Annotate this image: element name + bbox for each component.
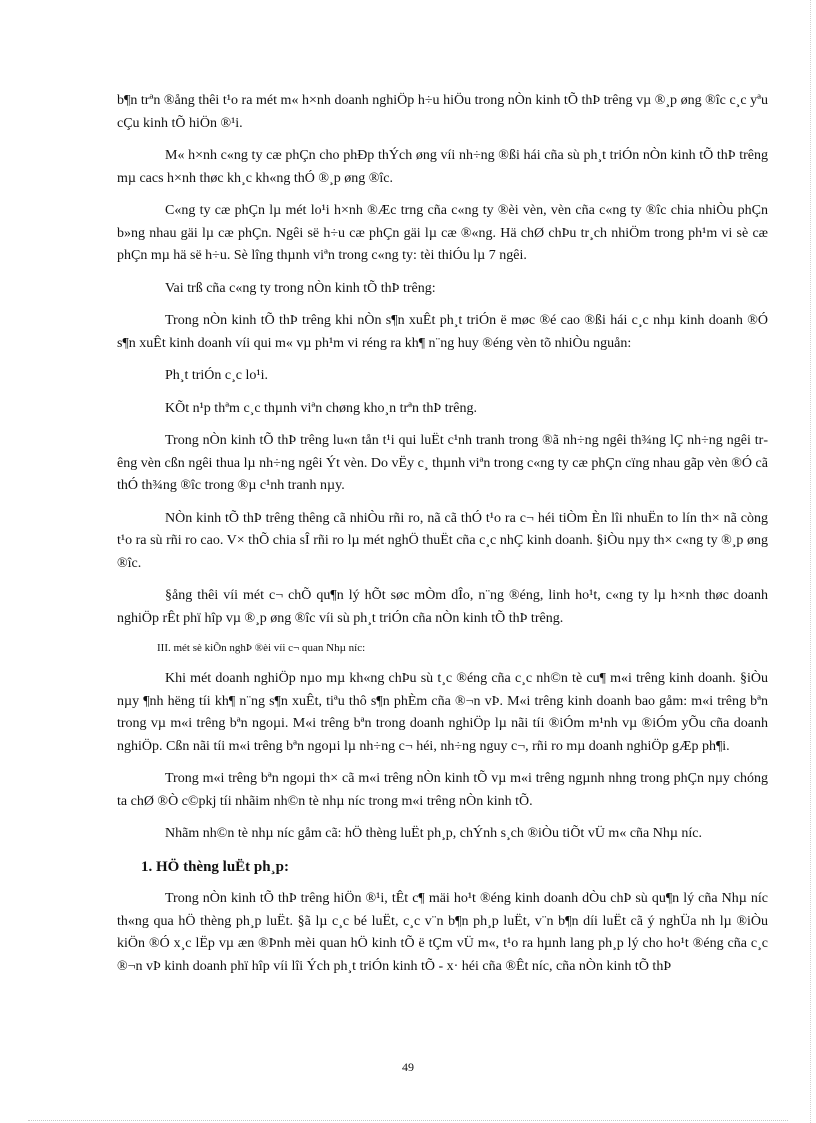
paragraph-intro-continuation: b¶n trªn ®ång thêi t¹o ra mét m« h×nh doanh nghiÖp h÷u hiÖu trong nÒn kinh tÕ thÞ trêng vµ ®¸p øng ®îc c¸c yªu cÇu kinh tÕ hiÖn ®¹i. — [117, 93, 768, 131]
paragraph-business-environment: Khi mét doanh nghiÖp nµo mµ kh«ng chÞu sù t¸c ®éng cña c¸c nh©n tè cu¶ m«i trêng kinh doanh. §iÒu nµy ¶nh hëng tíi kh¶ n¨ng s¶n xuÊt, tiªu thô s¶n phÈm cña ®¬n vÞ. M«i trêng kinh doanh bao gåm: m«i trêng bªn trong vµ m«i trêng bªn ngoµi. M«i trêng bªn trong doanh nghiÖp lµ nãi tíi ®iÓm m¹nh vµ ®iÓm yÕu cña doanh nghiÖp. Cßn nãi tíi m«i trêng bªn ngoµi lµ nh÷ng c¬ héi, nh÷ng nguy c¬, rñi ro mµ doanh nghiÖp gÆp ph¶i. — [117, 671, 768, 754]
paragraph-flexible-management: §ång thêi víi mét c¬ chÕ qu¶n lý hÕt søc mÒm dÎo, n¨ng ®éng, linh ho¹t, c«ng ty lµ h×nh thøc doanh nghiÖp rÊt phï hîp vµ ®¸p øng ®îc víi sù ph¸t triÓn cña nÒn kinh tÕ thÞ trêng. — [117, 588, 768, 626]
paragraph-capital-mobilization: Trong nÒn kinh tÕ thÞ trêng khi nÒn s¶n xuÊt ph¸t triÓn ë møc ®é cao ®ßi hái c¸c nhµ kinh doanh ®Ó s¶n xuÊt kinh doanh víi qui m« vµ ph¹m vi réng ra kh¶ n¨ng huy ®éng vèn tõ nhiÒu nguån: — [117, 313, 768, 351]
paragraph-model-adaptation: M« h×nh c«ng ty cæ phÇn cho phÐp thÝch øng víi nh÷ng ®ßi hái cña sù ph¸t triÓn nÒn kinh tÕ thÞ trêng mµ cacs h×nh thøc kh¸c kh«ng thÓ ®¸p øng ®îc. — [117, 148, 768, 186]
section-heading-recommendations: III. mét sè kiÕn nghÞ ®èi víi c¬ quan Nhµ níc: — [157, 642, 366, 654]
paragraph-admit-members: KÕt n¹p thªm c¸c thµnh viªn chøng kho¸n trªn thÞ trêng. — [165, 400, 477, 416]
paragraph-develop-types: Ph¸t triÓn c¸c lo¹i. — [165, 368, 268, 383]
subsection-heading-legal-system: 1. HÖ thèng luËt ph¸p: — [141, 858, 289, 875]
body-text — [117, 90, 768, 988]
page-number: 49 — [402, 1060, 414, 1074]
paragraph-role-heading: Vai trß cña c«ng ty trong nÒn kinh tÕ thÞ trêng: — [165, 280, 436, 296]
paragraph-competition: Trong nÒn kinh tÕ thÞ trêng lu«n tån t¹i qui luËt c¹nh tranh trong ®ã nh÷ng ngêi th¾ng lÇ nh÷ng ngêi trêng vèn cßn ngêi thua lµ nh÷ng ngêi Ýt vèn. Do vËy c¸ thµnh viªn trong c«ng ty cæ phÇn cïng nhau gãp vèn ®Ó cã thÓ th¾ng ®îc trong ®µ c¹nh tranh nµy. — [117, 433, 768, 493]
paragraph-risk-sharing: NÒn kinh tÕ thÞ trêng thêng cã nhiÒu rñi ro, nã cã thÓ t¹o ra c¬ héi tiÒm Èn lîi nhuËn to lín th× nã còng t¹o ra sù rñi ro cao. V× thÕ chia sÎ rñi ro lµ mét nghÖ thuËt cña c¸c nhÇ kinh doanh. §iÒu nµy th× c«ng ty ®¸p øng ®îc. — [117, 510, 768, 571]
page-bottom-divider — [28, 1120, 788, 1121]
paragraph-state-factors: Nhãm nh©n tè nhµ níc gåm cã: hÖ thèng luËt ph¸p, chÝnh s¸ch ®iÒu tiÕt vÜ m« cña Nhµ níc. — [165, 826, 703, 841]
page-right-divider — [810, 0, 811, 1123]
paragraph-joint-stock-definition: C«ng ty cæ phÇn lµ mét lo¹i h×nh ®Æc trng cña c«ng ty ®èi vèn, vèn cña c«ng ty ®îc chia nhiÒu phÇn b»ng nhau gäi lµ cæ phÇn. Ngêi së h÷u cæ phÇn gäi lµ cæ ®«ng. Hä chØ chÞu tr¸ch nhiÖm trong ph¹m vi sè cæ phÇn mµ hä së h÷u. Sè lîng thµnh viªn trong c«ng ty: tèi thiÓu lµ 7 ngêi. — [117, 203, 768, 263]
paragraph-legal-system: Trong nÒn kinh tÕ thÞ trêng hiÖn ®¹i, tÊt c¶ mäi ho¹t ®éng kinh doanh dÒu chÞ sù qu¶n lý cña Nhµ níc th«ng qua hÖ thèng ph¸p luËt. §ã lµ c¸c bé luËt, c¸c v¨n b¶n ph¸p luËt, v¨n b¶n díi luËt cã ý nghÜa nh lµ ®iÒu kiÖn ®Ó x¸c lËp vµ æn ®Þnh mèi quan hÖ kinh tÕ ë tÇm vÜ m«, t¹o ra hµnh lang ph¸p lý cho ho¹t ®éng cña c¸c ®¬n vÞ kinh doanh phï hîp víi lîi Ých ph¸t triÓn kinh tÕ - x· héi cña ®Êt níc, cña nÒn kinh tÕ thÞ — [117, 891, 768, 974]
paragraph-external-environment: Trong m«i trêng bªn ngoµi th× cã m«i trêng nÒn kinh tÕ vµ m«i trêng ngµnh nhng trong phÇn nµy chóng ta chØ ®Ò c©pkj tíi nhãim nh©n tè nhµ níc trong m«i trêng nÒn kinh tÕ. — [117, 771, 768, 809]
